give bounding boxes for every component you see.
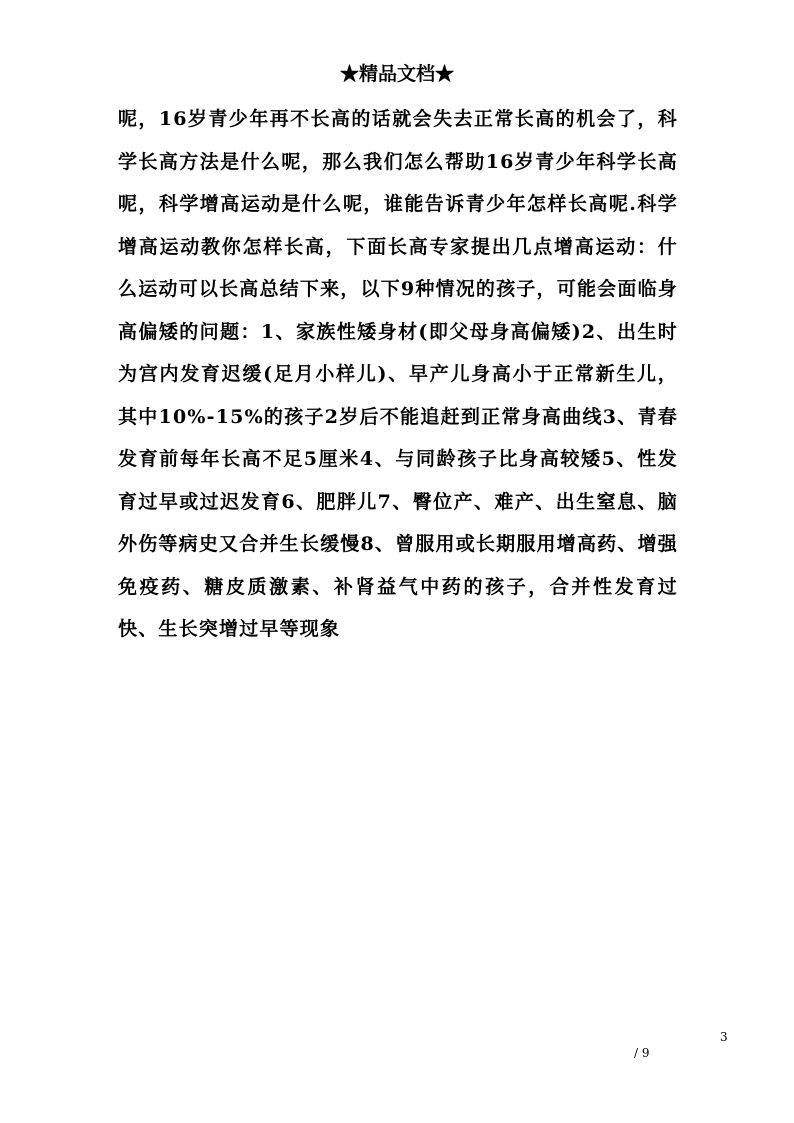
- page-total: / 9: [634, 1046, 650, 1060]
- page-number: 3: [720, 1030, 728, 1044]
- body-paragraph: 呢，16岁青少年再不长高的话就会失去正常长高的机会了，科学长高方法是什么呢，那么我们怎么帮助16岁青少年科学长高呢，科学增高运动是什么呢，谁能告诉青少年怎样长高呢.科学增高运动教你怎样长高，下面长高专家提出几点增高运动：什么运动可以长高总结下来，以下9种情况的孩子，可能会面临身高偏矮的问题：1、家族性矮身材(即父母身高偏矮)2、出生时为宫内发育迟缓(足月小样儿)、早产儿身高小于正常新生儿，其中10%-15%的孩子2岁后不能追赶到正常身高曲线3、青春发育前每年长高不足5厘米4、与同龄孩子比身高较矮5、性发育过早或过迟发育6、肥胖儿7、臀位产、难产、出生窒息、脑外伤等病史又合并生长缓慢8、曾服用或长期服用增高药、增强免疫药、糖皮质激素、补肾益气中药的孩子，合并性发育过快、生长突增过早等现象: [118, 108, 678, 640]
- document-header: ★精品文档★: [339, 63, 454, 85]
